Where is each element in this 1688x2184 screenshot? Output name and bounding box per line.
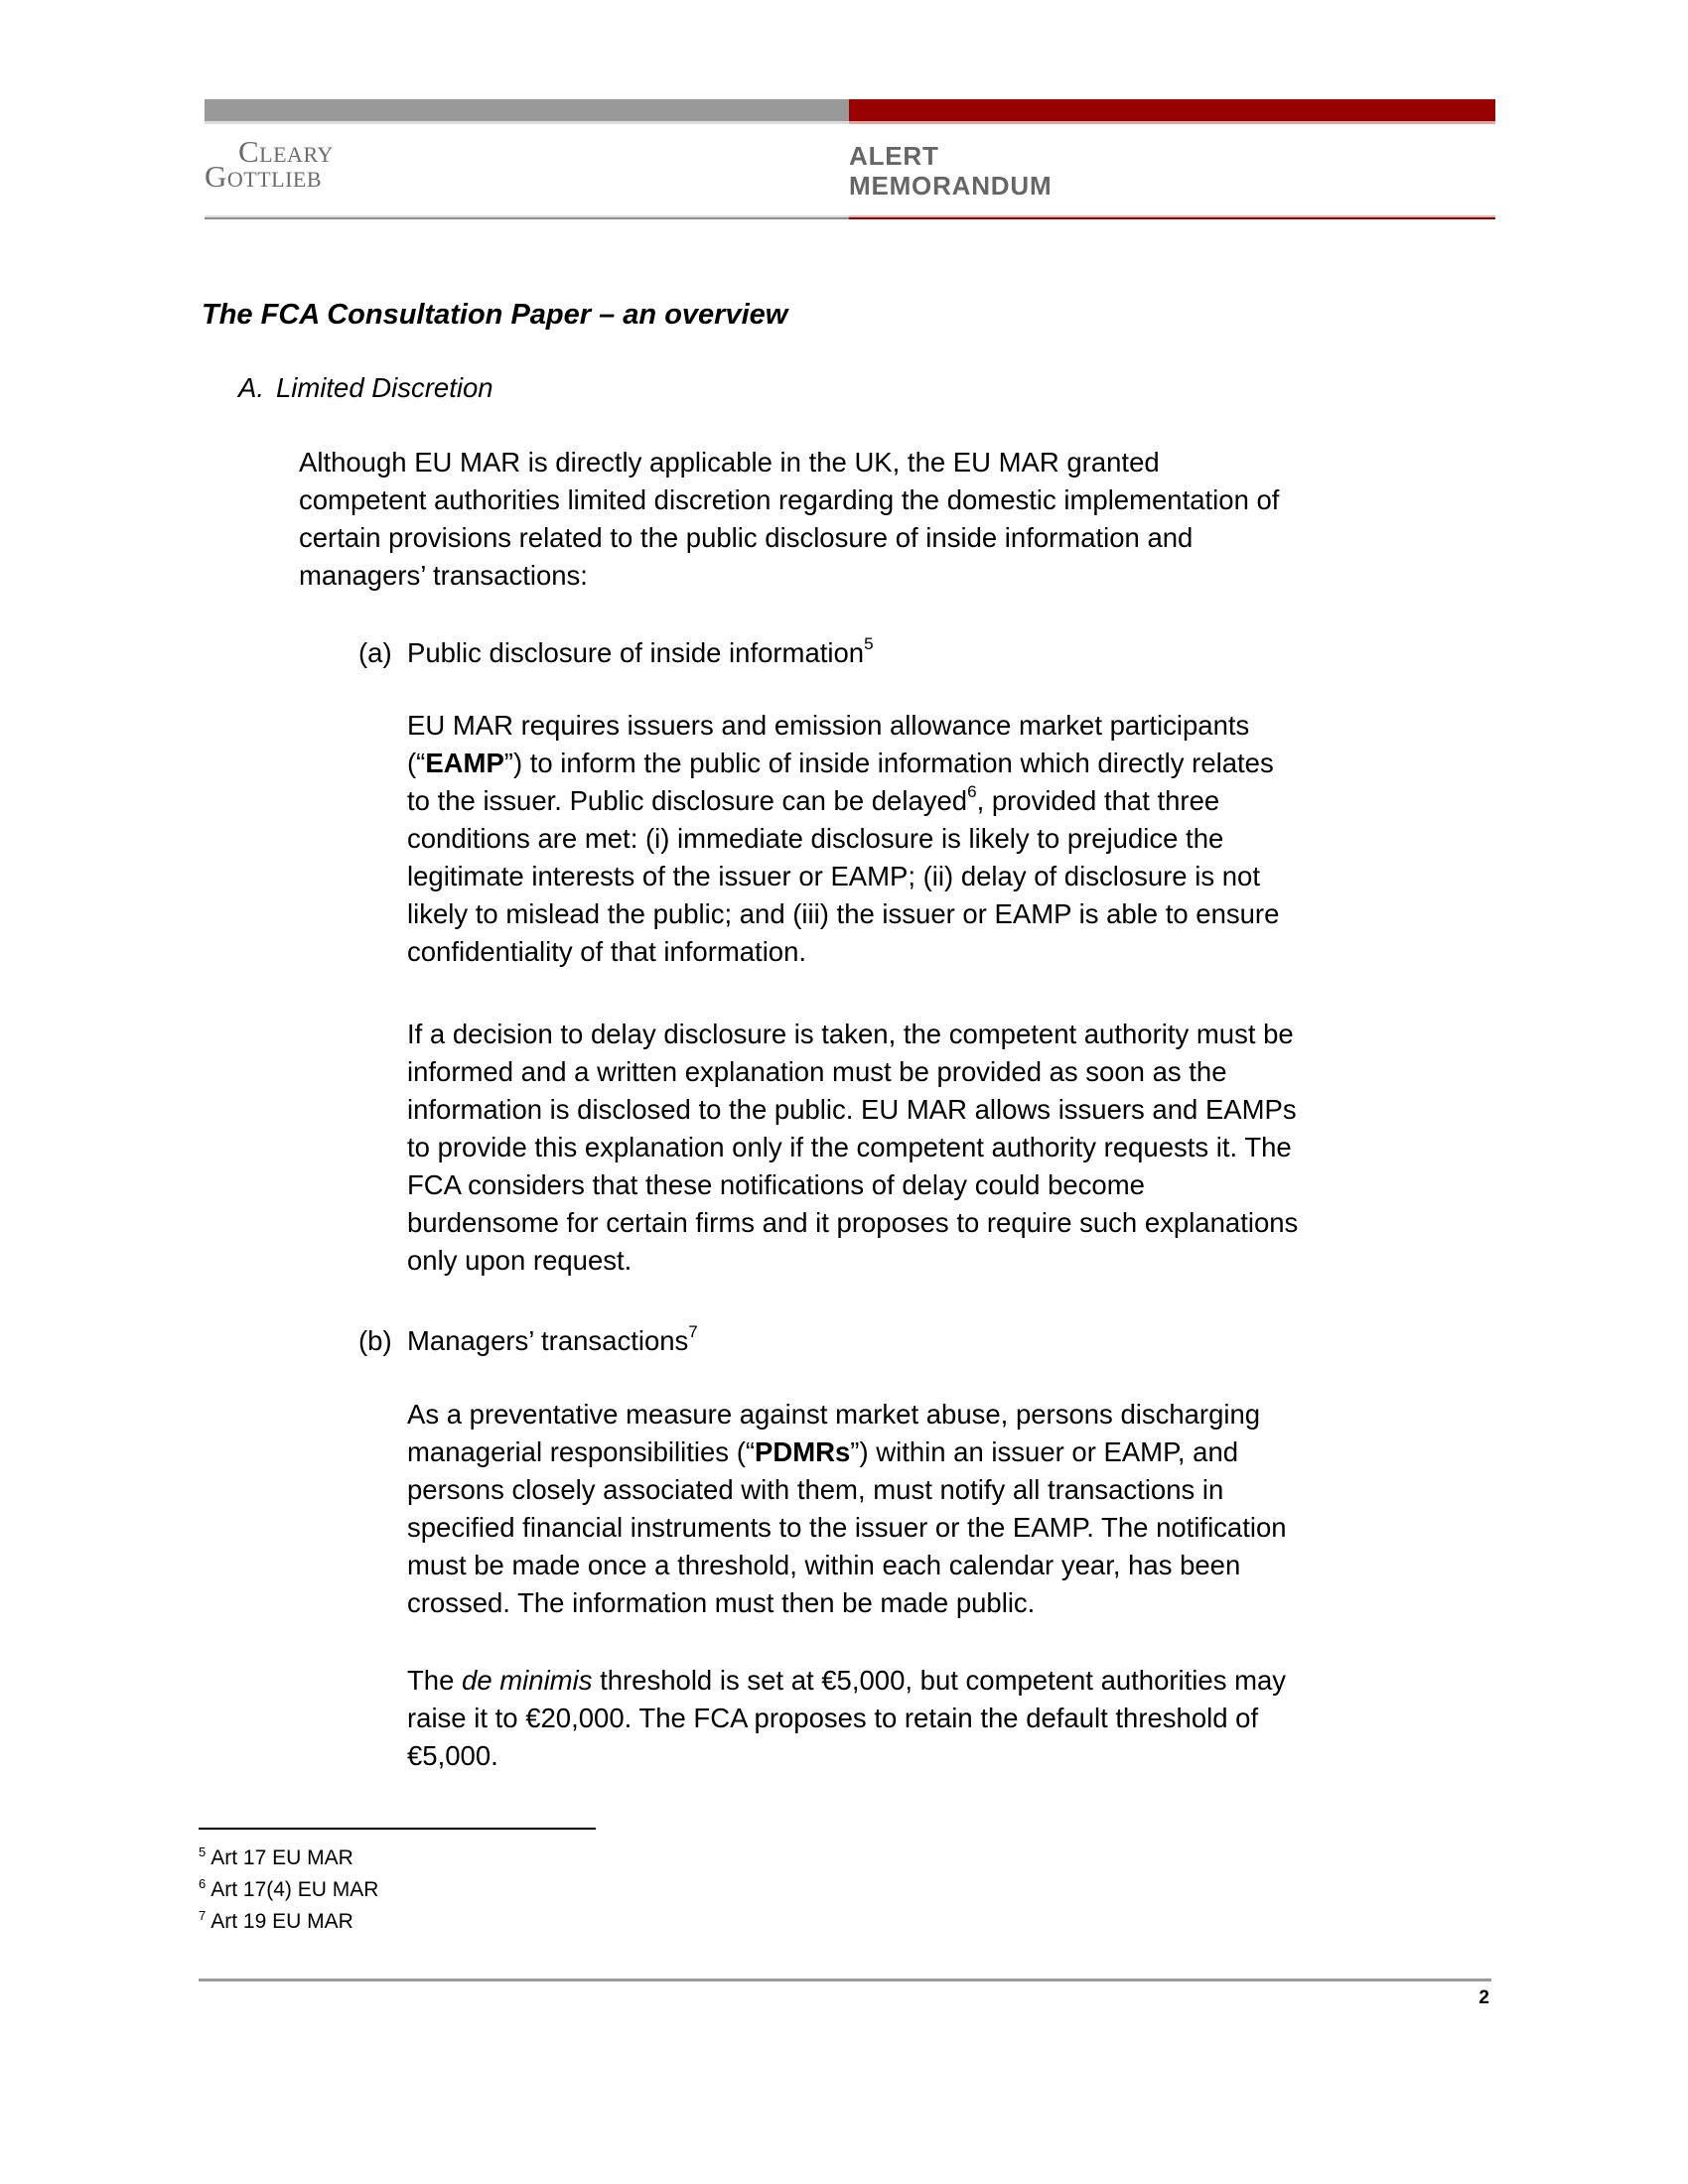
paragraph-line: crossed. The information must then be made public. bbox=[407, 1587, 1036, 1618]
defined-term-eamp: EAMP bbox=[425, 748, 504, 778]
line-text: The bbox=[407, 1665, 463, 1696]
footnote-separator bbox=[199, 1828, 596, 1830]
footnote-ref-7[interactable]: 7 bbox=[688, 1322, 698, 1342]
page-title: The FCA Consultation Paper – an overview bbox=[202, 299, 788, 331]
italic-term-de-minimis: de minimis bbox=[462, 1665, 593, 1696]
header-rule-gray bbox=[205, 217, 849, 219]
paragraph-line: burdensome for certain firms and it proposes to require such explanations bbox=[407, 1207, 1299, 1238]
paragraph-line bbox=[407, 782, 1279, 820]
footnote-text: Art 19 EU MAR bbox=[211, 1910, 353, 1933]
paragraph-line bbox=[407, 745, 1279, 782]
memo-type-label bbox=[849, 141, 1052, 201]
paragraph-line bbox=[407, 1433, 1287, 1471]
disclosure-paragraph-1 bbox=[407, 707, 1279, 971]
paragraph-line: only upon request. bbox=[407, 1245, 633, 1276]
header-red-bar bbox=[849, 99, 1495, 121]
footnote-5 bbox=[199, 1843, 378, 1874]
list-item-b-heading bbox=[407, 1322, 698, 1360]
paragraph-line: raise it to €20,000. The FCA proposes to retain the default threshold of bbox=[407, 1703, 1259, 1733]
logo-line-1: Cleary bbox=[238, 134, 334, 169]
paragraph-line: specified financial instruments to the issuer or the EAMP. The notification bbox=[407, 1512, 1287, 1543]
paragraph-line: FCA considers that these notifications of delay could become bbox=[407, 1169, 1145, 1200]
line-text: threshold is set at €5,000, but competent authorities may bbox=[592, 1665, 1287, 1696]
paragraph-line: competent authorities limited discretion regarding the domestic implementation of bbox=[299, 484, 1280, 515]
paragraph-line: information is disclosed to the public. EU MAR allows issuers and EAMPs bbox=[407, 1094, 1297, 1125]
paragraph-line: €5,000. bbox=[407, 1740, 498, 1771]
list-item-a-label: Public disclosure of inside information bbox=[407, 637, 865, 668]
paragraph-line: informed and a written explanation must be provided as soon as the bbox=[407, 1056, 1227, 1087]
managers-paragraph-1 bbox=[407, 1396, 1287, 1622]
paragraph-line: As a preventative measure against market abuse, persons discharging bbox=[407, 1399, 1261, 1430]
header-gray-bar bbox=[205, 99, 849, 121]
header-gray-bar-shadow bbox=[205, 121, 849, 124]
line-text: managerial responsibilities (“ bbox=[407, 1436, 756, 1467]
paragraph-line: legitimate interests of the issuer or EAMP; (ii) delay of disclosure is not bbox=[407, 861, 1260, 891]
line-text: ”) to inform the public of inside information which directly relates bbox=[503, 748, 1274, 778]
footnote-7 bbox=[199, 1906, 378, 1938]
memo-line-2: MEMORANDUM bbox=[849, 171, 1053, 201]
defined-term-pdmrs: PDMRs bbox=[755, 1436, 851, 1467]
footnote-text: Art 17(4) EU MAR bbox=[211, 1878, 379, 1901]
paragraph-line: likely to mislead the public; and (iii) the issuer or EAMP is able to ensure bbox=[407, 898, 1280, 929]
list-item-a-marker: (a) bbox=[358, 637, 392, 668]
quote-open: (“ bbox=[407, 748, 426, 778]
disclosure-paragraph-2 bbox=[407, 1016, 1298, 1280]
line-text: ”) within an issuer or EAMP, and bbox=[850, 1436, 1239, 1467]
footnotes bbox=[199, 1843, 378, 1938]
section-heading-a-text: Limited Discretion bbox=[276, 372, 493, 403]
list-item-b-marker: (b) bbox=[358, 1325, 392, 1356]
footnote-6 bbox=[199, 1874, 378, 1906]
memo-line-1: ALERT bbox=[849, 141, 939, 171]
firm-logo bbox=[205, 134, 334, 194]
paragraph-line: must be made once a threshold, within each calendar year, has been bbox=[407, 1550, 1241, 1580]
paragraph-line: to provide this explanation only if the competent authority requests it. The bbox=[407, 1132, 1292, 1162]
paragraph-line: If a decision to delay disclosure is taken, the competent authority must be bbox=[407, 1019, 1294, 1049]
intro-paragraph bbox=[299, 444, 1279, 595]
paragraph-line: certain provisions related to the public disclosure of inside information and bbox=[299, 522, 1194, 553]
paragraph-line: EU MAR requires issuers and emission allowance market participants bbox=[407, 710, 1250, 741]
paragraph-line: conditions are met: (i) immediate disclosure is likely to prejudice the bbox=[407, 823, 1224, 854]
section-marker: A. bbox=[238, 372, 264, 403]
managers-paragraph-2 bbox=[407, 1662, 1286, 1775]
logo-line-2: Gottlieb bbox=[205, 159, 323, 194]
footer-rule bbox=[199, 1979, 1491, 1981]
paragraph-line: Although EU MAR is directly applicable in the UK, the EU MAR granted bbox=[299, 447, 1160, 478]
line-text: , provided that three bbox=[976, 785, 1220, 816]
paragraph-line: confidentiality of that information. bbox=[407, 936, 807, 967]
list-item-a-heading bbox=[407, 634, 874, 672]
section-heading-a bbox=[238, 369, 264, 407]
header-red-bar-shadow bbox=[849, 121, 1495, 124]
footnote-text: Art 17 EU MAR bbox=[211, 1846, 353, 1869]
page-number: 2 bbox=[1478, 1987, 1489, 2008]
footnote-ref-6[interactable]: 6 bbox=[967, 782, 977, 802]
paragraph-line: managers’ transactions: bbox=[299, 560, 588, 591]
paragraph-line bbox=[407, 1662, 1286, 1700]
footnote-number: 7 bbox=[199, 1908, 207, 1923]
footnote-ref-5[interactable]: 5 bbox=[864, 634, 874, 654]
line-text: to the issuer. Public disclosure can be delayed bbox=[407, 785, 968, 816]
paragraph-line: persons closely associated with them, must notify all transactions in bbox=[407, 1474, 1224, 1505]
footnote-number: 6 bbox=[199, 1876, 207, 1891]
footnote-number: 5 bbox=[199, 1844, 207, 1859]
header-rule-red bbox=[849, 217, 1495, 219]
list-item-b-label: Managers’ transactions bbox=[407, 1325, 689, 1356]
